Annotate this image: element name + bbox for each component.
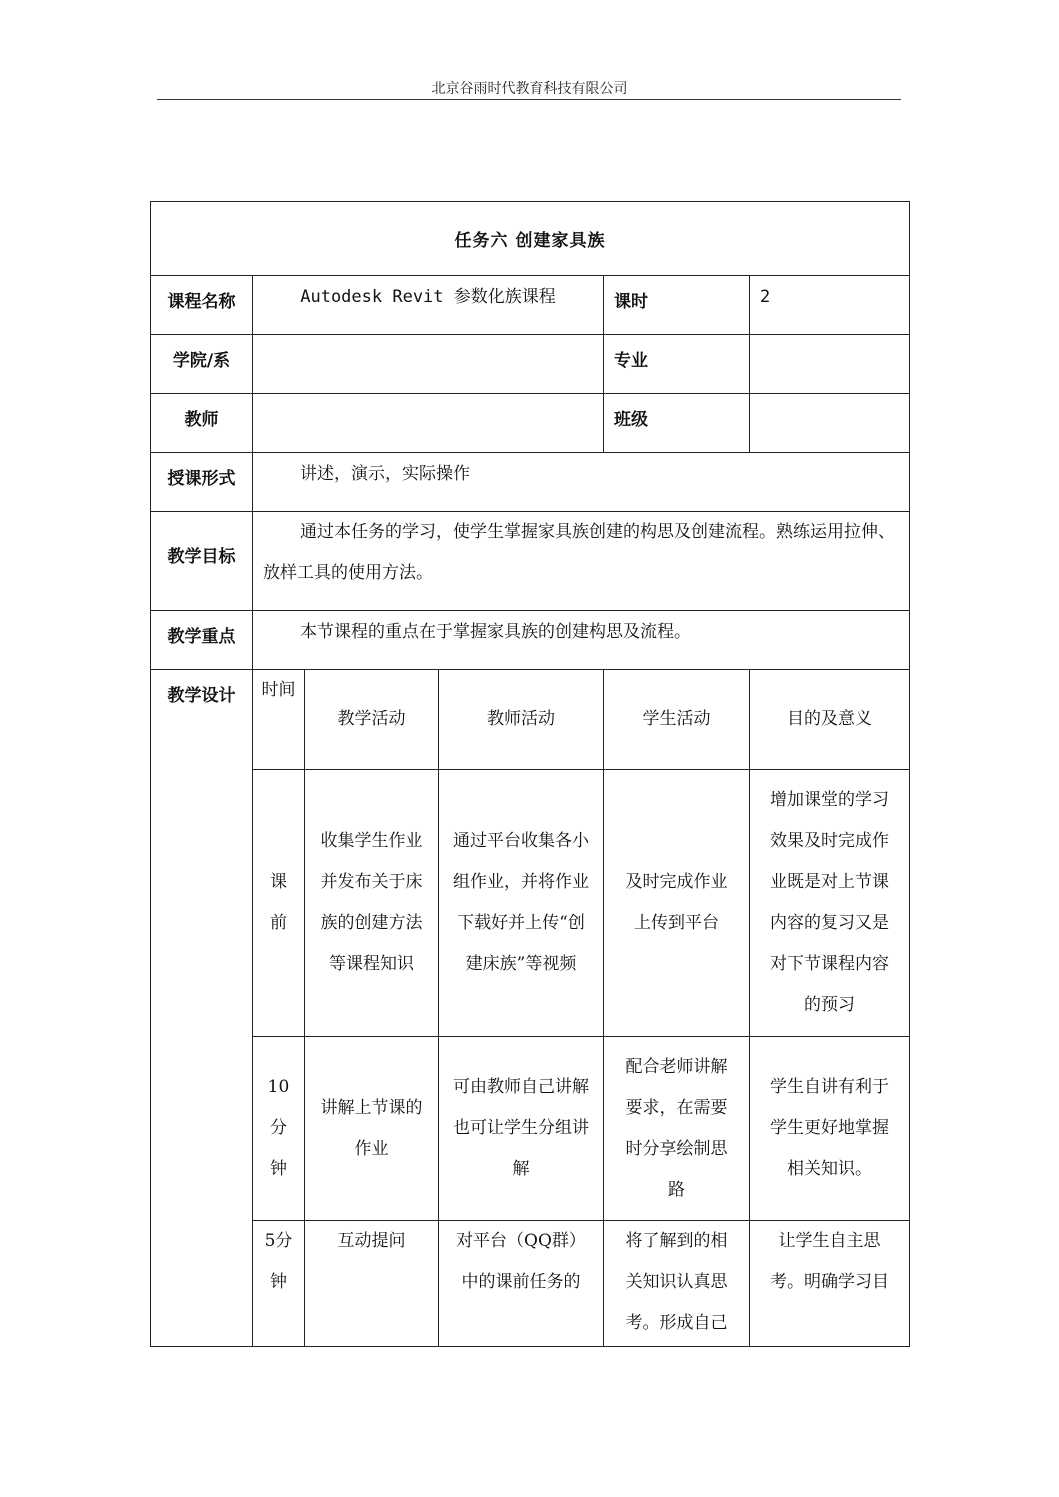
design-header-purpose: 目的及意义 xyxy=(750,670,910,770)
teaching-focus-value: 本节课程的重点在于掌握家具族的创建构思及流程。 xyxy=(253,611,910,670)
college-label: 学院/系 xyxy=(151,335,253,394)
design-row-purpose: 学生自讲有利于学生更好地掌握相关知识。 xyxy=(750,1037,910,1221)
hours-label: 课时 xyxy=(604,276,750,335)
design-row-teacher: 通过平台收集各小组作业，并将作业下载好并上传“创建床族”等视频 xyxy=(439,770,604,1037)
design-row-time: 5分钟 xyxy=(253,1221,305,1347)
teaching-form-value: 讲述，演示，实际操作 xyxy=(253,453,910,512)
teaching-focus-label: 教学重点 xyxy=(151,611,253,670)
design-row-student: 将了解到的相关知识认真思考。形成自己 xyxy=(604,1221,750,1347)
teacher-label: 教师 xyxy=(151,394,253,453)
class-label: 班级 xyxy=(604,394,750,453)
teaching-goal-value: 通过本任务的学习，使学生掌握家具族创建的构思及创建流程。熟练运用拉伸、放样工具的使用方法。 xyxy=(253,512,910,611)
design-header-activity: 教学活动 xyxy=(305,670,439,770)
major-value xyxy=(750,335,910,394)
design-header-time: 时间 xyxy=(253,670,305,770)
teacher-value xyxy=(253,394,604,453)
college-value xyxy=(253,335,604,394)
teaching-form-label: 授课形式 xyxy=(151,453,253,512)
design-row-time: 课前 xyxy=(253,770,305,1037)
design-header-student: 学生活动 xyxy=(604,670,750,770)
header-divider xyxy=(157,99,901,100)
design-row-student: 配合老师讲解要求，在需要时分享绘制思路 xyxy=(604,1037,750,1221)
design-row-time: 10分钟 xyxy=(253,1037,305,1221)
major-label: 专业 xyxy=(604,335,750,394)
page-title: 任务六 创建家具族 xyxy=(151,202,910,276)
course-name-value: Autodesk Revit 参数化族课程 xyxy=(253,276,604,335)
design-row-activity: 讲解上节课的作业 xyxy=(305,1037,439,1221)
design-row-teacher: 对平台（QQ群）中的课前任务的 xyxy=(439,1221,604,1347)
lesson-plan-table xyxy=(150,201,910,1347)
design-row-purpose: 增加课堂的学习效果及时完成作业既是对上节课内容的复习又是对下节课程内容的预习 xyxy=(750,770,910,1037)
design-row-activity: 互动提问 xyxy=(305,1221,439,1347)
design-row-activity: 收集学生作业并发布关于床族的创建方法等课程知识 xyxy=(305,770,439,1037)
class-value xyxy=(750,394,910,453)
design-header-teacher: 教师活动 xyxy=(439,670,604,770)
teaching-design-label: 教学设计 xyxy=(151,670,253,1347)
design-row-student: 及时完成作业上传到平台 xyxy=(604,770,750,1037)
teaching-goal-label: 教学目标 xyxy=(151,512,253,611)
hours-value: 2 xyxy=(750,276,910,335)
design-row-teacher: 可由教师自己讲解也可让学生分组讲解 xyxy=(439,1037,604,1221)
course-name-label: 课程名称 xyxy=(151,276,253,335)
page-header-company: 北京谷雨时代教育科技有限公司 xyxy=(431,81,628,97)
design-row-purpose: 让学生自主思考。明确学习目 xyxy=(750,1221,910,1347)
